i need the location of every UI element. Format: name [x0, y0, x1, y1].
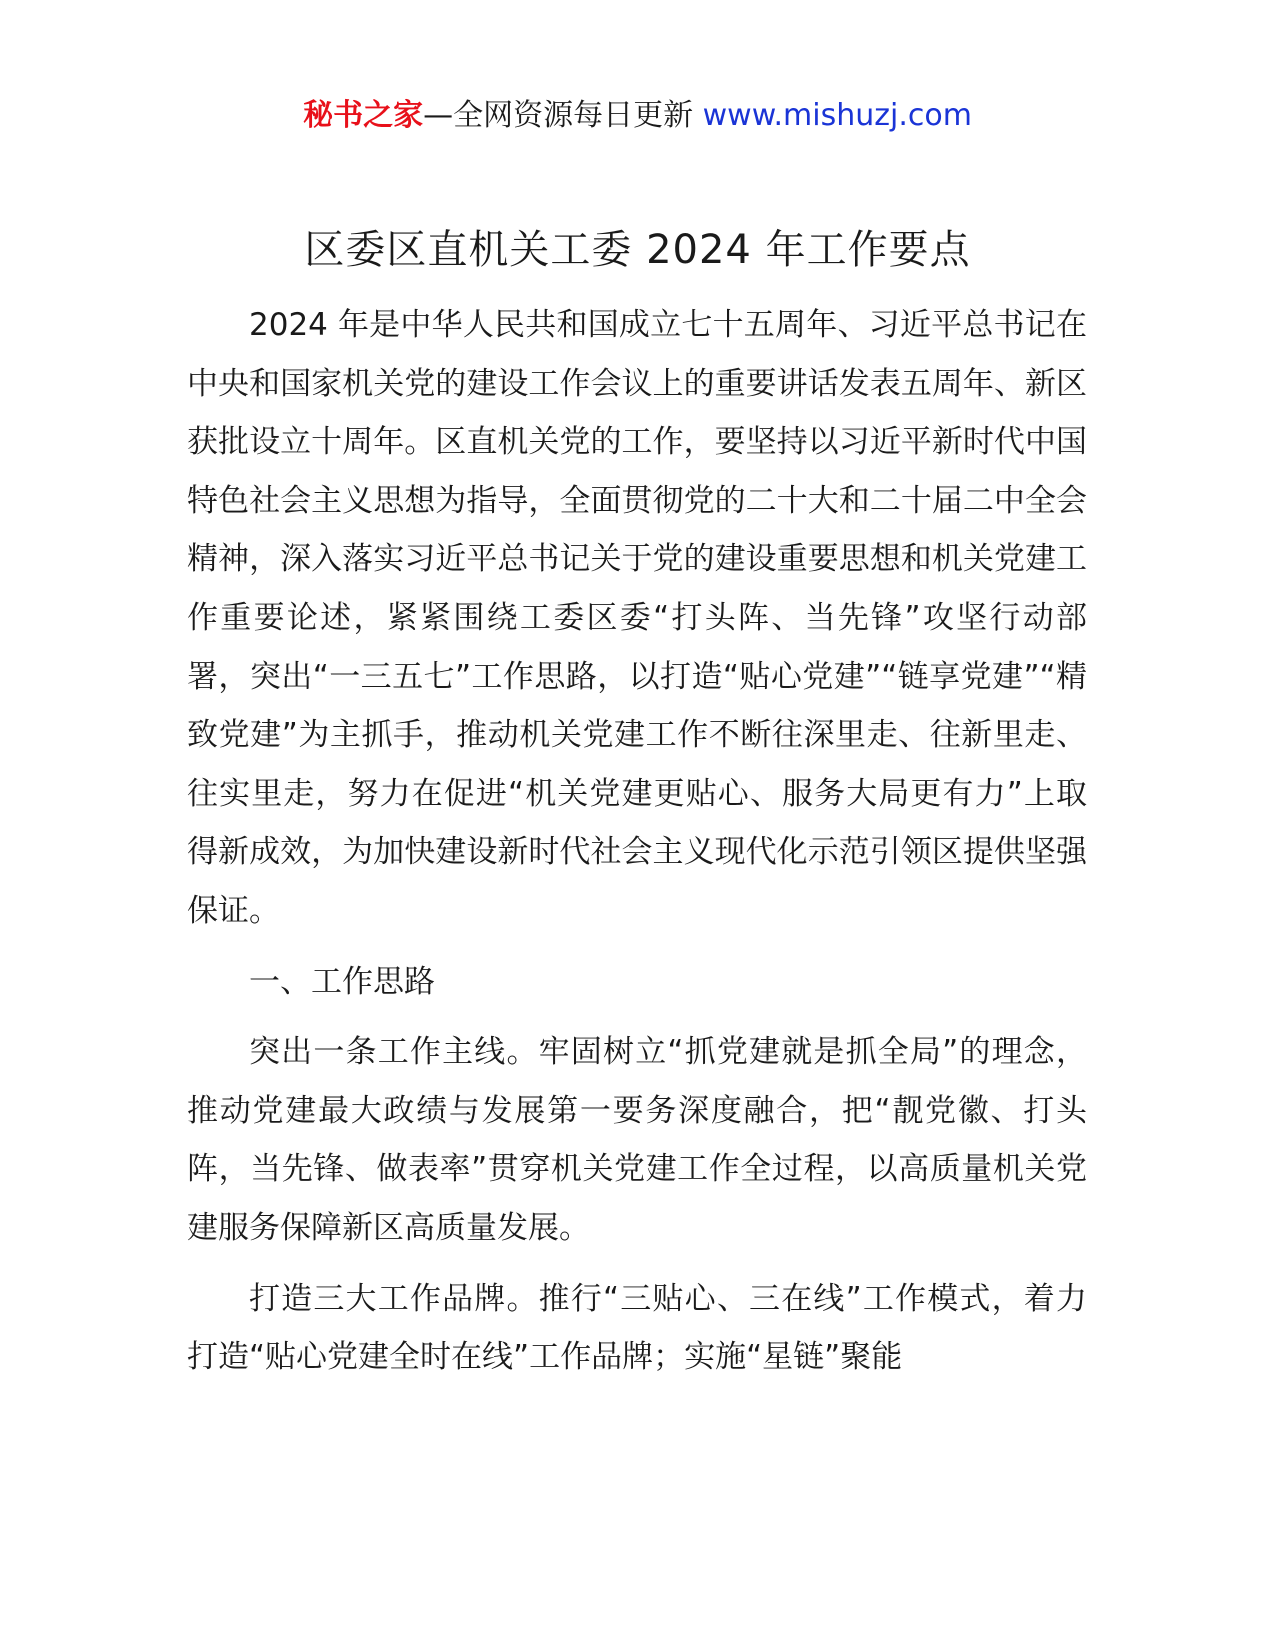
site-header — [0, 96, 1275, 136]
site-brand: 秘书之家 — [303, 98, 424, 133]
site-slogan: —全网资源每日更新 — [423, 98, 694, 133]
paragraph-main-line: 突出一条工作主线。牢固树立“抓党建就是抓全局”的理念，推动党建最大政绩与发展第一要务深度融合，把“靓党徽、打头阵，当先锋、做表率”贯穿机关党建工作全过程，以高质量机关党建服务保障新区高质量发展。 — [187, 1034, 1087, 1246]
document-body — [187, 296, 1087, 1387]
paragraph-three-brands: 打造三大工作品牌。推行“三贴心、三在线”工作模式，着力打造“贴心党建全时在线”工作品牌；实施“星链”聚能 — [187, 1280, 1087, 1376]
document-title: 区委区直机关工委 2024 年工作要点 — [304, 227, 971, 273]
section-heading-work-ideas: 一、工作思路 — [249, 963, 435, 1000]
paragraph-intro: 2024 年是中华人民共和国成立七十五周年、习近平总书记在中央和国家机关党的建设工作会议上的重要讲话发表五周年、新区获批设立十周年。区直机关党的工作，要坚持以习近平新时代中国特色社会主义思想为指导，全面贯彻党的二十大和二十届二中全会精神，深入落实习近平总书记关于党的建设重要思想和机关党建工作重要论述，紧紧围绕工委区委“打头阵、当先锋”攻坚行动部署，突出“一三五七”工作思路，以打造“贴心党建”“链享党建”“精致党建”为主抓手，推动机关党建工作不断往深里走、往新里走、往实里走，努力在促进“机关党建更贴心、服务大局更有力”上取得新成效，为加快建设新时代社会主义现代化示范引领区提供坚强保证。 — [187, 307, 1087, 929]
site-url-link[interactable]: www.mishuzj.com — [702, 98, 972, 133]
